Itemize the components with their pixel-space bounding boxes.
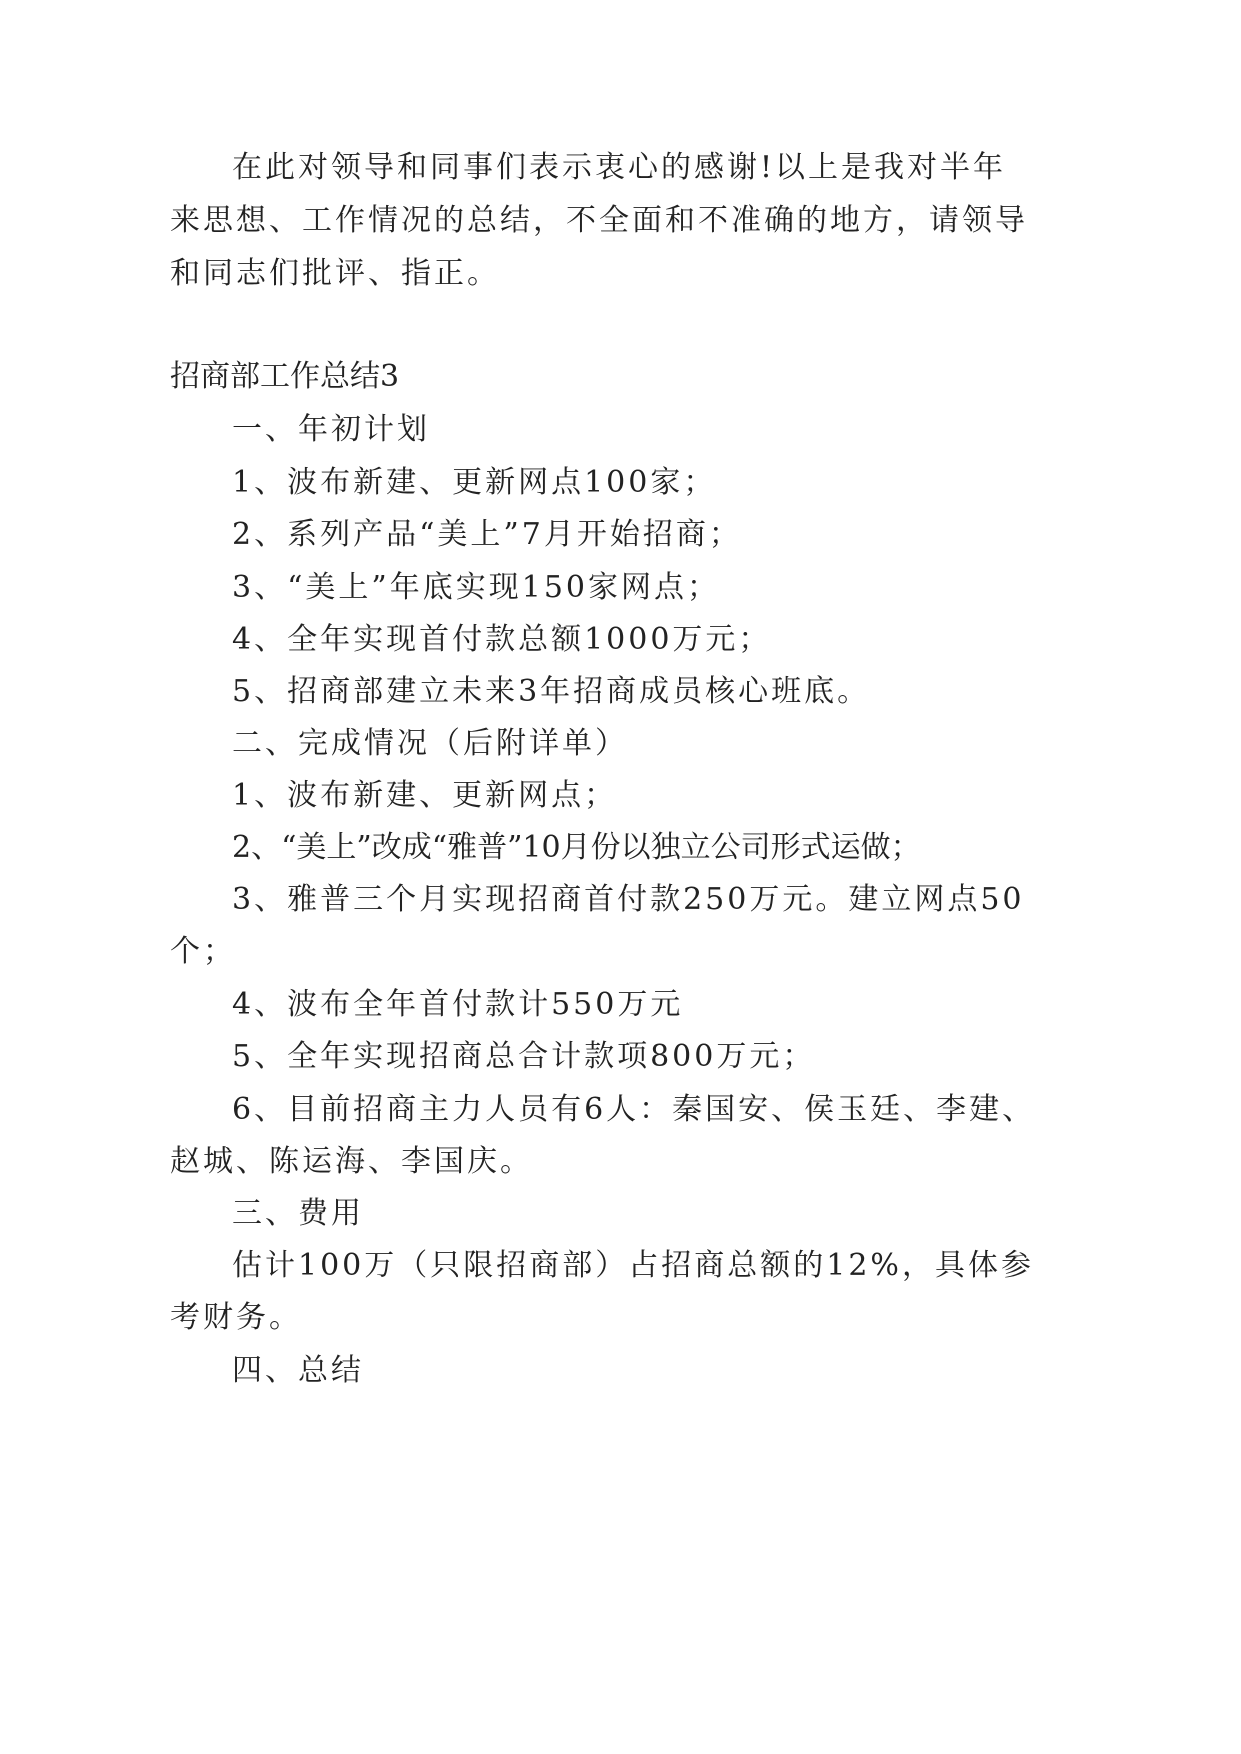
plan-item-3: 3、“美上”年底实现150家网点； [232,570,721,605]
paragraph-thanks-line-2: 来思想、工作情况的总结，不全面和不准确的地方，请领导 [170,203,1028,238]
plan-item-5: 5、招商部建立未来3年招商成员核心班底。 [232,674,871,709]
heading-costs: 三、费用 [232,1196,364,1231]
paragraph-thanks-line-1: 在此对领导和同事们表示衷心的感谢!以上是我对半年 [232,150,1007,185]
completion-item-5: 5、全年实现招商总合计款项800万元； [232,1039,816,1074]
section-title: 招商部工作总结3 [170,359,400,394]
plan-item-2: 2、系列产品“美上”7月开始招商； [232,517,742,552]
completion-item-6-line-2: 赵城、陈运海、李国庆。 [170,1144,533,1179]
heading-summary: 四、总结 [232,1353,364,1388]
costs-text-line-1: 估计100万（只限招商部）占招商总额的12%，具体参 [232,1248,1034,1283]
heading-completion: 二、完成情况（后附详单） [232,726,628,761]
plan-item-4: 4、全年实现首付款总额1000万元； [232,622,772,657]
heading-plan: 一、年初计划 [232,412,430,447]
completion-item-6-line-1: 6、目前招商主力人员有6人：秦国安、侯玉廷、李建、 [232,1092,1036,1127]
costs-text-line-2: 考财务。 [170,1300,302,1335]
completion-item-2: 2、“美上”改成“雅普”10月份以独立公司形式运做； [232,830,921,865]
completion-item-1: 1、波布新建、更新网点； [232,778,618,813]
completion-item-4: 4、波布全年首付款计550万元 [232,987,684,1022]
plan-item-1: 1、波布新建、更新网点100家； [232,465,717,500]
completion-item-3-line-2: 个； [170,934,236,969]
paragraph-thanks-line-3: 和同志们批评、指正。 [170,256,500,291]
completion-item-3-line-1: 3、雅普三个月实现招商首付款250万元。建立网点50 [232,882,1025,917]
